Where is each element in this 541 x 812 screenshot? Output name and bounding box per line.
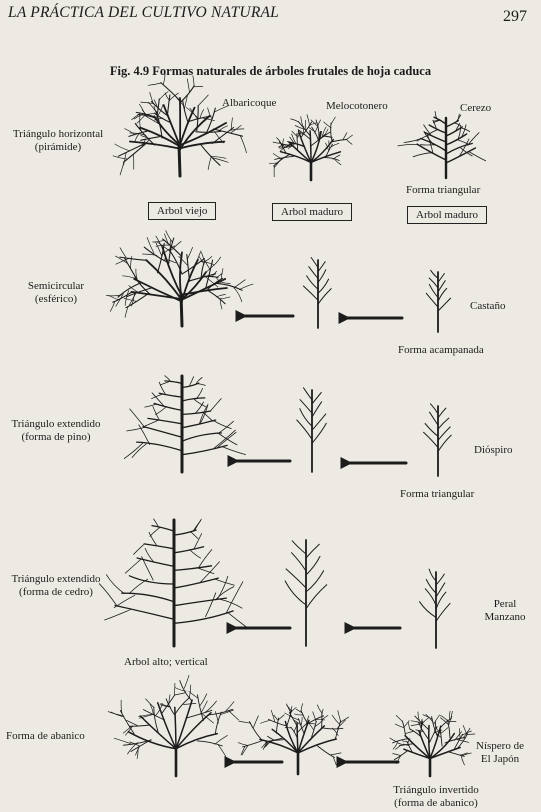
pear-young-tree-icon: [420, 569, 451, 648]
cherry-tree-icon: [398, 112, 486, 179]
pine-old-tree-icon: [124, 376, 245, 472]
semicircular-mature-tree-icon: [303, 258, 331, 329]
form-label-fan: Forma de abanico: [6, 730, 85, 742]
page-number: 297: [503, 8, 527, 25]
semicircular-old-tree-icon: [106, 231, 253, 326]
box-mature-tree-1: Arbol maduro: [272, 203, 352, 221]
species-label-pear-apple: Peral Manzano: [484, 598, 526, 623]
species-label-persimmon: Diόspiro: [474, 444, 513, 456]
bottom-label-row5: Triángulo invertido (forma de abanico): [393, 784, 479, 809]
box-mature-tree-2: Arbol maduro: [407, 206, 487, 224]
bottom-label-row2: Forma acampanada: [398, 344, 484, 356]
cedar-mature-tree-icon: [285, 540, 327, 646]
persimmon-young-tree-icon: [424, 404, 452, 476]
running-title: LA PRÁCTICA DEL CULTIVO NATURAL: [8, 4, 279, 21]
form-label-semicircular: Semicircular (esférico): [27, 280, 85, 305]
species-label-apricot: Albaricoque: [222, 97, 277, 109]
species-label-cherry: Cerezo: [460, 102, 492, 114]
bottom-label-row1: Forma triangular: [406, 184, 481, 196]
form-label-pine: Triángulo extendido (forma de pino): [11, 418, 101, 443]
pine-mature-tree-icon: [297, 388, 327, 472]
cedar-old-tree-icon: [99, 519, 247, 646]
loquat-young-tree-icon: [390, 711, 475, 776]
box-old-tree: Arbol viejo: [148, 202, 216, 220]
form-label-horizontal-triangle: Triángulo horizontal (pirámide): [12, 128, 104, 153]
bottom-label-row4: Arbol alto; vertical: [124, 656, 208, 668]
form-label-cedar: Triángulo extendido (forma de cedro): [11, 573, 101, 598]
figure-title: Fig. 4.9 Formas naturales de árboles frutales de hoja caduca: [109, 64, 432, 78]
species-label-loquat: Níspero de El Japón: [476, 740, 524, 765]
species-label-peach: Melocotonero: [326, 100, 388, 112]
species-label-chestnut: Castaño: [470, 300, 506, 312]
bottom-label-row3: Forma triangular: [400, 488, 475, 500]
apricot-tree-icon: [113, 71, 247, 176]
peach-tree-icon: [269, 115, 352, 180]
fan-old-tree-icon: [108, 675, 239, 776]
chestnut-young-tree-icon: [426, 270, 450, 332]
